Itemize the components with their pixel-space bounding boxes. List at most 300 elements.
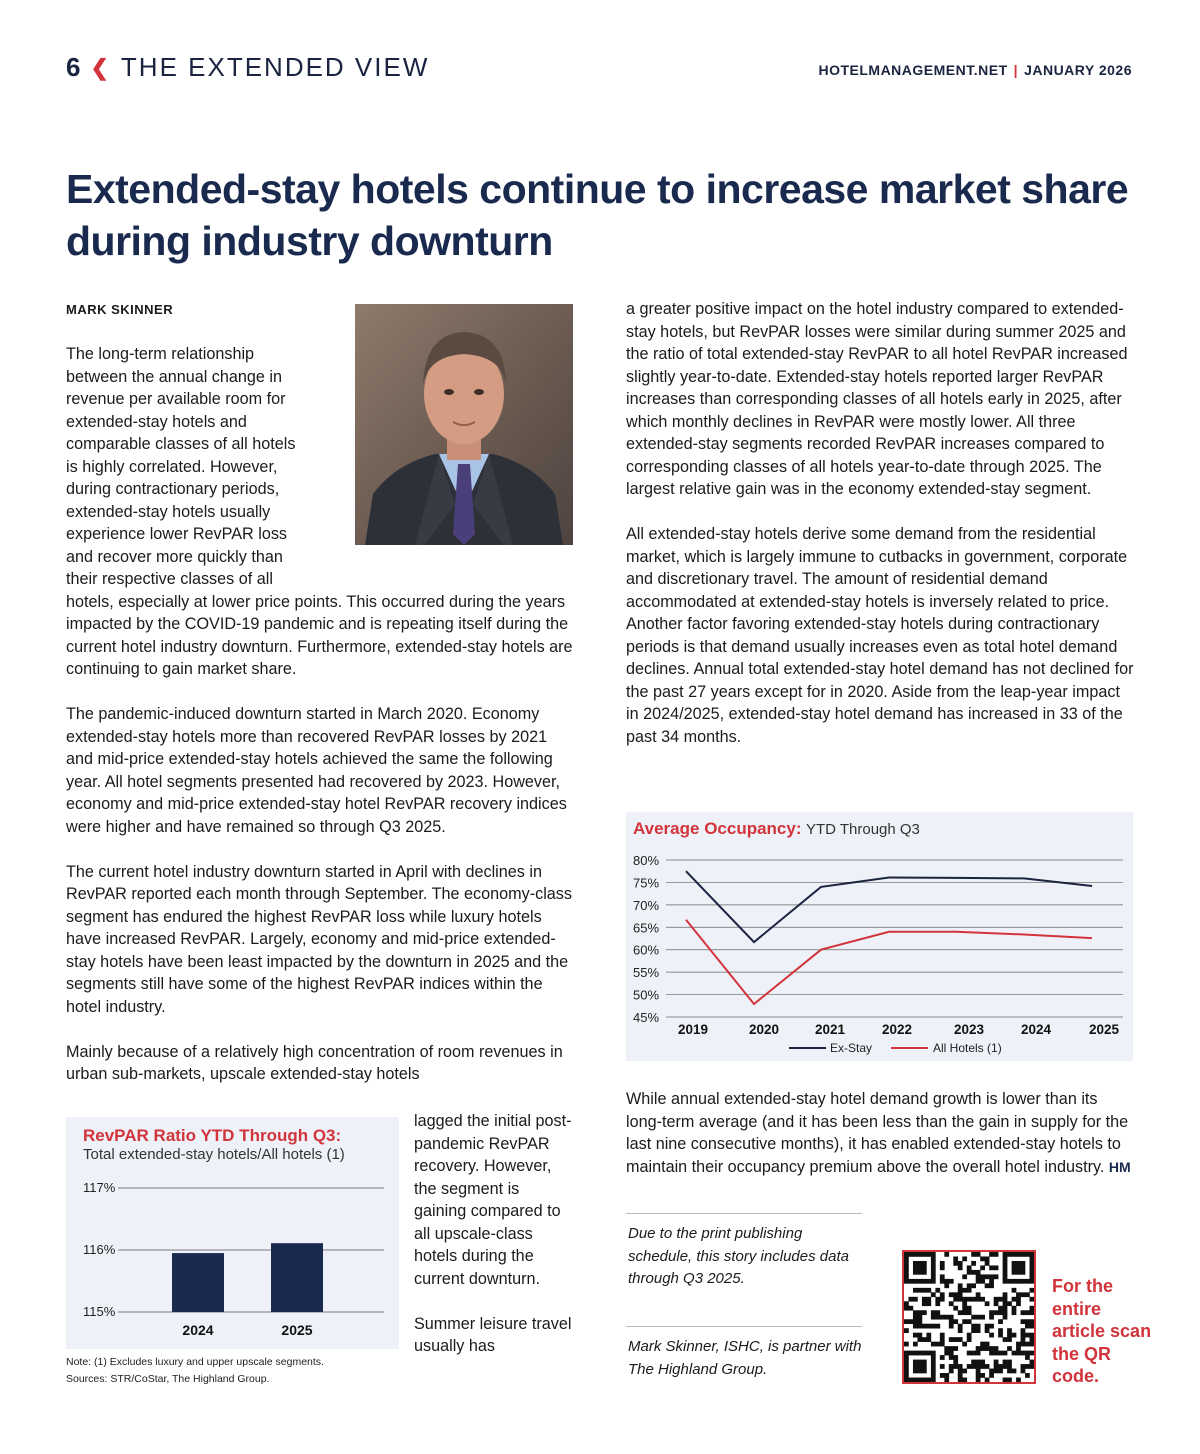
qr-module — [926, 1288, 931, 1293]
qr-module — [904, 1265, 909, 1270]
qr-module — [958, 1378, 963, 1382]
qr-module — [980, 1256, 985, 1261]
qr-module — [904, 1301, 909, 1306]
qr-module — [913, 1279, 918, 1284]
qr-module — [1007, 1360, 1012, 1365]
qr-module — [908, 1351, 913, 1356]
qr-module — [922, 1360, 927, 1365]
qr-module — [985, 1378, 990, 1382]
qr-module — [1030, 1342, 1034, 1347]
line-x-tick-label: 2024 — [1020, 1022, 1052, 1037]
qr-module — [922, 1252, 927, 1257]
qr-module — [953, 1306, 958, 1311]
qr-module — [1030, 1252, 1034, 1257]
qr-module — [1030, 1288, 1034, 1293]
line-x-tick-label: 2020 — [748, 1022, 780, 1037]
qr-module — [967, 1297, 972, 1302]
qr-module — [1025, 1364, 1030, 1369]
qr-module — [931, 1378, 936, 1382]
legend-label: All Hotels (1) — [933, 1041, 1002, 1055]
qr-module — [958, 1283, 963, 1288]
qr-module — [1025, 1342, 1030, 1347]
qr-module — [994, 1364, 999, 1369]
qr-module — [989, 1265, 994, 1270]
qr-module — [989, 1252, 994, 1257]
qr-module — [908, 1306, 913, 1311]
qr-module — [958, 1337, 963, 1342]
qr-module — [904, 1279, 909, 1284]
qr-module — [904, 1355, 909, 1360]
qr-module — [962, 1319, 967, 1324]
qr-module — [949, 1355, 954, 1360]
qr-module — [994, 1310, 999, 1315]
qr-module — [1003, 1310, 1008, 1315]
qr-module — [1030, 1324, 1034, 1329]
qr-module — [980, 1274, 985, 1279]
bar-chart-title: RevPAR Ratio YTD Through Q3: — [83, 1126, 342, 1145]
qr-module — [994, 1265, 999, 1270]
qr-module — [1025, 1252, 1030, 1257]
qr-module — [976, 1324, 981, 1329]
qr-call-to-action: For the entire article scan the QR code. — [1052, 1276, 1152, 1386]
qr-module — [998, 1333, 1003, 1338]
qr-module — [958, 1297, 963, 1302]
qr-module — [949, 1301, 954, 1306]
qr-module — [904, 1342, 909, 1347]
qr-module — [949, 1279, 954, 1284]
qr-module — [917, 1279, 922, 1284]
qr-module — [989, 1369, 994, 1374]
chart-note — [66, 1354, 324, 1388]
qr-module — [1003, 1270, 1008, 1275]
qr-module — [922, 1270, 927, 1275]
qr-module — [971, 1270, 976, 1275]
qr-module — [949, 1346, 954, 1351]
qr-module — [998, 1369, 1003, 1374]
qr-module — [926, 1279, 931, 1284]
divider: | — [1013, 62, 1019, 78]
qr-module — [940, 1265, 945, 1270]
qr-module — [967, 1306, 972, 1311]
qr-module — [908, 1279, 913, 1284]
qr-module — [913, 1261, 918, 1266]
qr-module — [980, 1279, 985, 1284]
qr-module — [1021, 1328, 1026, 1333]
qr-module — [917, 1265, 922, 1270]
qr-module — [1012, 1310, 1017, 1315]
qr-module — [917, 1270, 922, 1275]
qr-module — [1003, 1297, 1008, 1302]
qr-module — [962, 1306, 967, 1311]
article-headline: Extended-stay hotels continue to increase market share during industry downturn — [66, 166, 1129, 264]
qr-module — [1030, 1297, 1034, 1302]
qr-module — [917, 1319, 922, 1324]
qr-module — [1016, 1270, 1021, 1275]
qr-module — [1025, 1292, 1030, 1297]
qr-module — [1012, 1288, 1017, 1293]
qr-module — [958, 1265, 963, 1270]
qr-module — [917, 1360, 922, 1365]
qr-module — [989, 1279, 994, 1284]
qr-module — [994, 1360, 999, 1365]
qr-module — [976, 1346, 981, 1351]
qr-module — [971, 1297, 976, 1302]
paragraph-4-cont: lagged the initial post-pandemic RevPAR recovery. However, the segment is gaining compared to all upscale-class hotels during the current downturn. — [414, 1112, 572, 1288]
qr-module — [1003, 1337, 1008, 1342]
qr-module — [1025, 1373, 1030, 1378]
qr-module — [989, 1351, 994, 1356]
qr-module — [913, 1333, 918, 1338]
qr-module — [917, 1337, 922, 1342]
qr-module — [931, 1261, 936, 1266]
qr-module — [940, 1333, 945, 1338]
qr-module — [967, 1319, 972, 1324]
qr-module — [994, 1346, 999, 1351]
qr-module — [1003, 1292, 1008, 1297]
qr-module — [967, 1337, 972, 1342]
qr-module — [908, 1319, 913, 1324]
bar-y-tick-label: 116% — [83, 1242, 116, 1257]
qr-module — [1012, 1261, 1017, 1266]
qr-module — [949, 1351, 954, 1356]
section-header — [66, 52, 429, 83]
qr-module — [931, 1355, 936, 1360]
qr-module — [980, 1342, 985, 1347]
qr-module — [1030, 1319, 1034, 1324]
qr-module — [931, 1364, 936, 1369]
qr-module — [913, 1324, 918, 1329]
qr-module — [980, 1315, 985, 1320]
qr-module — [922, 1364, 927, 1369]
qr-module — [913, 1369, 918, 1374]
qr-module — [908, 1297, 913, 1302]
qr-module — [962, 1274, 967, 1279]
qr-module — [935, 1301, 940, 1306]
line-y-tick-label: 55% — [633, 965, 660, 981]
qr-module — [1003, 1252, 1008, 1257]
qr-module — [994, 1252, 999, 1257]
qr-module — [1003, 1256, 1008, 1261]
qr-module — [1030, 1270, 1034, 1275]
qr-module — [917, 1288, 922, 1293]
qr-module — [1021, 1364, 1026, 1369]
qr-module — [976, 1369, 981, 1374]
qr-module — [940, 1279, 945, 1284]
qr-module — [1012, 1333, 1017, 1338]
qr-module — [958, 1324, 963, 1329]
qr-module — [1021, 1265, 1026, 1270]
qr-module — [1003, 1261, 1008, 1266]
qr-module — [985, 1324, 990, 1329]
issue-date: JANUARY 2026 — [1024, 62, 1132, 78]
qr-module — [931, 1265, 936, 1270]
paragraph-3: The current hotel industry downturn started in April with declines in RevPAR reported each month through September. The economy-class segment has endured the highest RevPAR loss while luxury hotels have increased RevPAR. Largely, economy and mid-price extended-stay hotels have been least impacted by the downturn in 2025 and the segments still have some of the highest RevPAR indices within the hotel industry. — [66, 862, 572, 1016]
qr-module — [931, 1315, 936, 1320]
qr-module — [926, 1301, 931, 1306]
qr-module — [1012, 1297, 1017, 1302]
qr-module — [922, 1324, 927, 1329]
line-y-tick-label: 50% — [633, 987, 660, 1003]
qr-module — [958, 1288, 963, 1293]
qr-module — [935, 1342, 940, 1347]
qr-module — [967, 1310, 972, 1315]
qr-module — [976, 1328, 981, 1333]
qr-module — [989, 1315, 994, 1320]
qr-module — [940, 1261, 945, 1266]
qr-module — [971, 1252, 976, 1257]
line-y-tick-label: 80% — [633, 853, 660, 868]
qr-module — [917, 1324, 922, 1329]
qr-module — [953, 1261, 958, 1266]
qr-module — [913, 1364, 918, 1369]
qr-module — [940, 1373, 945, 1378]
qr-module — [922, 1369, 927, 1374]
qr-module — [940, 1274, 945, 1279]
qr-module — [985, 1261, 990, 1266]
qr-module — [1030, 1274, 1034, 1279]
qr-module — [922, 1261, 927, 1266]
qr-module — [989, 1310, 994, 1315]
qr-module — [971, 1328, 976, 1333]
qr-module — [1021, 1342, 1026, 1347]
qr-module — [931, 1360, 936, 1365]
qr-module — [917, 1364, 922, 1369]
qr-module — [1021, 1319, 1026, 1324]
paragraph-7: All extended-stay hotels derive some demand from the residential market, which is largely immune to cutbacks in government, corporate and discretionary travel. The amount of residential demand accommodated at extended-stay hotels is inversely related to price. Another factor favoring extended-stay hotels during contractionary periods is that demand usually increases even as total hotel demand declines. Annual total extended-stay hotel demand has not declined for the past 27 years except for in 2020. Aside from the leap-year impact in 2024/2025, extended-stay hotel demand has increased in 33 of the past 34 months. — [626, 525, 1134, 746]
qr-module — [1021, 1270, 1026, 1275]
qr-module — [989, 1324, 994, 1329]
qr-module — [1030, 1306, 1034, 1311]
qr-module — [998, 1306, 1003, 1311]
qr-module — [940, 1292, 945, 1297]
divider-bottom — [626, 1326, 862, 1327]
qr-module — [971, 1351, 976, 1356]
qr-module — [922, 1288, 927, 1293]
line-y-tick-label: 65% — [633, 920, 660, 936]
qr-module — [926, 1252, 931, 1257]
qr-module — [1003, 1360, 1008, 1365]
qr-module — [917, 1369, 922, 1374]
qr-module — [958, 1373, 963, 1378]
qr-module — [1025, 1333, 1030, 1338]
qr-module — [949, 1364, 954, 1369]
qr-module — [913, 1351, 918, 1356]
qr-module — [994, 1274, 999, 1279]
qr-module — [1030, 1333, 1034, 1338]
qr-module — [1012, 1279, 1017, 1284]
qr-module — [1003, 1378, 1008, 1382]
qr-module — [994, 1351, 999, 1356]
qr-module — [967, 1265, 972, 1270]
qr-module — [1030, 1351, 1034, 1356]
bar-x-tick-label: 2025 — [281, 1322, 313, 1338]
qr-module — [989, 1274, 994, 1279]
line-y-tick-label: 45% — [633, 1010, 660, 1025]
page-number: 6 — [66, 52, 83, 82]
bar-2024 — [172, 1253, 224, 1312]
qr-module — [931, 1373, 936, 1378]
qr-module — [976, 1360, 981, 1365]
qr-module — [922, 1378, 927, 1382]
qr-module — [985, 1328, 990, 1333]
chevron-left-icon: ❮ — [90, 54, 111, 80]
qr-module — [944, 1315, 949, 1320]
qr-module — [904, 1256, 909, 1261]
bar-chart-plot — [66, 1117, 399, 1349]
line-x-tick-label: 2022 — [881, 1022, 913, 1037]
qr-module — [1003, 1315, 1008, 1320]
qr-module — [940, 1342, 945, 1347]
qr-module — [913, 1252, 918, 1257]
qr-module — [949, 1315, 954, 1320]
qr-module — [1021, 1292, 1026, 1297]
qr-module — [980, 1297, 985, 1302]
qr-module — [931, 1292, 936, 1297]
qr-module — [953, 1346, 958, 1351]
qr-module — [913, 1315, 918, 1320]
qr-module — [1016, 1252, 1021, 1257]
photo-spacer — [306, 343, 576, 573]
qr-module — [953, 1319, 958, 1324]
qr-module — [989, 1346, 994, 1351]
qr-module — [976, 1292, 981, 1297]
qr-module — [1021, 1310, 1026, 1315]
paragraph-6: a greater positive impact on the hotel industry compared to extended-stay hotels, but RevPAR losses were similar during summer 2025 and the ratio of total extended-stay RevPAR to all hotel RevPAR increased slightly year-to-date. Extended-stay hotels reported larger RevPAR increases than corresponding classes of all hotels early in 2025, after which monthly declines in RevPAR were mostly lower. All three extended-stay segments recorded RevPAR increases compared to corresponding classes of all hotels year-to-date through 2025. The largest relative gain was in the economy extended-stay segment. — [626, 300, 1128, 498]
qr-module — [944, 1346, 949, 1351]
qr-module — [1007, 1333, 1012, 1338]
qr-module — [904, 1360, 909, 1365]
qr-module — [908, 1378, 913, 1382]
qr-module — [917, 1378, 922, 1382]
qr-module — [931, 1310, 936, 1315]
qr-module — [904, 1351, 909, 1356]
qr-module — [967, 1288, 972, 1293]
author-bio: Mark Skinner, ISHC, is partner with The Highland Group. — [628, 1338, 862, 1378]
qr-module — [944, 1283, 949, 1288]
qr-module — [953, 1256, 958, 1261]
qr-module — [953, 1297, 958, 1302]
qr-module — [998, 1310, 1003, 1315]
bar-y-tick-label: 115% — [83, 1304, 116, 1319]
qr-module — [1025, 1279, 1030, 1284]
qr-module — [971, 1364, 976, 1369]
qr-module — [926, 1324, 931, 1329]
qr-module — [1030, 1261, 1034, 1266]
qr-module — [971, 1283, 976, 1288]
qr-module — [994, 1369, 999, 1374]
qr-module — [1012, 1252, 1017, 1257]
line-x-tick-label: 2019 — [677, 1022, 709, 1037]
qr-module — [904, 1378, 909, 1382]
qr-module — [1003, 1301, 1008, 1306]
qr-module — [1012, 1265, 1017, 1270]
qr-module — [944, 1279, 949, 1284]
qr-module — [958, 1310, 963, 1315]
qr-module — [940, 1337, 945, 1342]
qr-module — [1003, 1279, 1008, 1284]
qr-module — [985, 1283, 990, 1288]
qr-module — [949, 1337, 954, 1342]
qr-module — [953, 1355, 958, 1360]
bar-chart-subtitle: Total extended-stay hotels/All hotels (1) — [83, 1146, 345, 1163]
qr-module — [1030, 1360, 1034, 1365]
qr-module — [971, 1261, 976, 1266]
qr-module — [1016, 1378, 1021, 1382]
qr-module — [935, 1297, 940, 1302]
qr-module — [1016, 1351, 1021, 1356]
qr-module — [967, 1364, 972, 1369]
qr-module — [1003, 1306, 1008, 1311]
qr-module — [976, 1297, 981, 1302]
qr-module — [967, 1270, 972, 1275]
qr-module — [962, 1378, 967, 1382]
qr-module — [962, 1342, 967, 1347]
qr-module — [904, 1319, 909, 1324]
qr-module — [940, 1364, 945, 1369]
line-chart-title: Average Occupancy: — [633, 819, 802, 838]
qr-module — [953, 1292, 958, 1297]
qr-module — [985, 1364, 990, 1369]
qr-code[interactable] — [902, 1250, 1036, 1384]
qr-module — [913, 1310, 918, 1315]
qr-module — [940, 1315, 945, 1320]
qr-module — [989, 1283, 994, 1288]
qr-module — [1007, 1337, 1012, 1342]
qr-module — [998, 1319, 1003, 1324]
qr-module — [1012, 1351, 1017, 1356]
qr-module — [976, 1373, 981, 1378]
qr-module — [976, 1351, 981, 1356]
qr-module — [944, 1373, 949, 1378]
paragraph-1: The long-term relationship between the annual change in revenue per available room for extended-stay hotels and comparable classes of all hotels is highly correlated. However, during contractionary periods, extended-stay hotels usually experience lower RevPAR loss and recover more quickly than their respective classes of all hotels, especially at lower price points. This occurred during the years impacted by the COVID-19 pandemic and is repeating itself during the current hotel industry downturn. Furthermore, extended-stay hotels are continuing to gain market share. — [66, 345, 573, 678]
qr-module — [1016, 1279, 1021, 1284]
qr-module — [917, 1315, 922, 1320]
paragraph-2: The pandemic-induced downturn started in March 2020. Economy extended-stay hotels more than recovered RevPAR losses by 2021 and mid-price extended-stay hotels achieved the same the following year. All hotel segments presented had recovered by 2023. However, economy and mid-price extended-stay hotel RevPAR recovery indices were higher and have remained so through Q3 2025. — [66, 705, 567, 836]
qr-module — [1025, 1319, 1030, 1324]
column-1-text — [66, 343, 576, 1086]
paragraph-4: Mainly because of a relatively high concentration of room revenues in urban sub-markets, upscale extended-stay hotels — [66, 1042, 563, 1083]
qr-module — [985, 1342, 990, 1347]
qr-module — [931, 1342, 936, 1347]
qr-module — [1016, 1297, 1021, 1302]
qr-module — [994, 1297, 999, 1302]
qr-module — [985, 1301, 990, 1306]
qr-module — [904, 1328, 909, 1333]
qr-module — [913, 1378, 918, 1382]
qr-module — [971, 1315, 976, 1320]
qr-module — [931, 1274, 936, 1279]
legend-label: Ex-Stay — [830, 1041, 873, 1055]
qr-module — [962, 1256, 967, 1261]
qr-module — [1016, 1301, 1021, 1306]
qr-module — [922, 1279, 927, 1284]
column-2-text — [626, 298, 1136, 748]
qr-module — [922, 1351, 927, 1356]
print-schedule-note: Due to the print publishing schedule, this story includes data through Q3 2025. — [628, 1225, 849, 1287]
qr-module — [931, 1270, 936, 1275]
qr-module — [917, 1310, 922, 1315]
bar-y-tick-label: 117% — [83, 1180, 116, 1195]
qr-module — [931, 1324, 936, 1329]
qr-module — [949, 1324, 954, 1329]
qr-module — [962, 1310, 967, 1315]
qr-module — [953, 1337, 958, 1342]
qr-module — [971, 1324, 976, 1329]
qr-module — [976, 1274, 981, 1279]
qr-module — [976, 1364, 981, 1369]
qr-module — [958, 1369, 963, 1374]
qr-module — [904, 1369, 909, 1374]
